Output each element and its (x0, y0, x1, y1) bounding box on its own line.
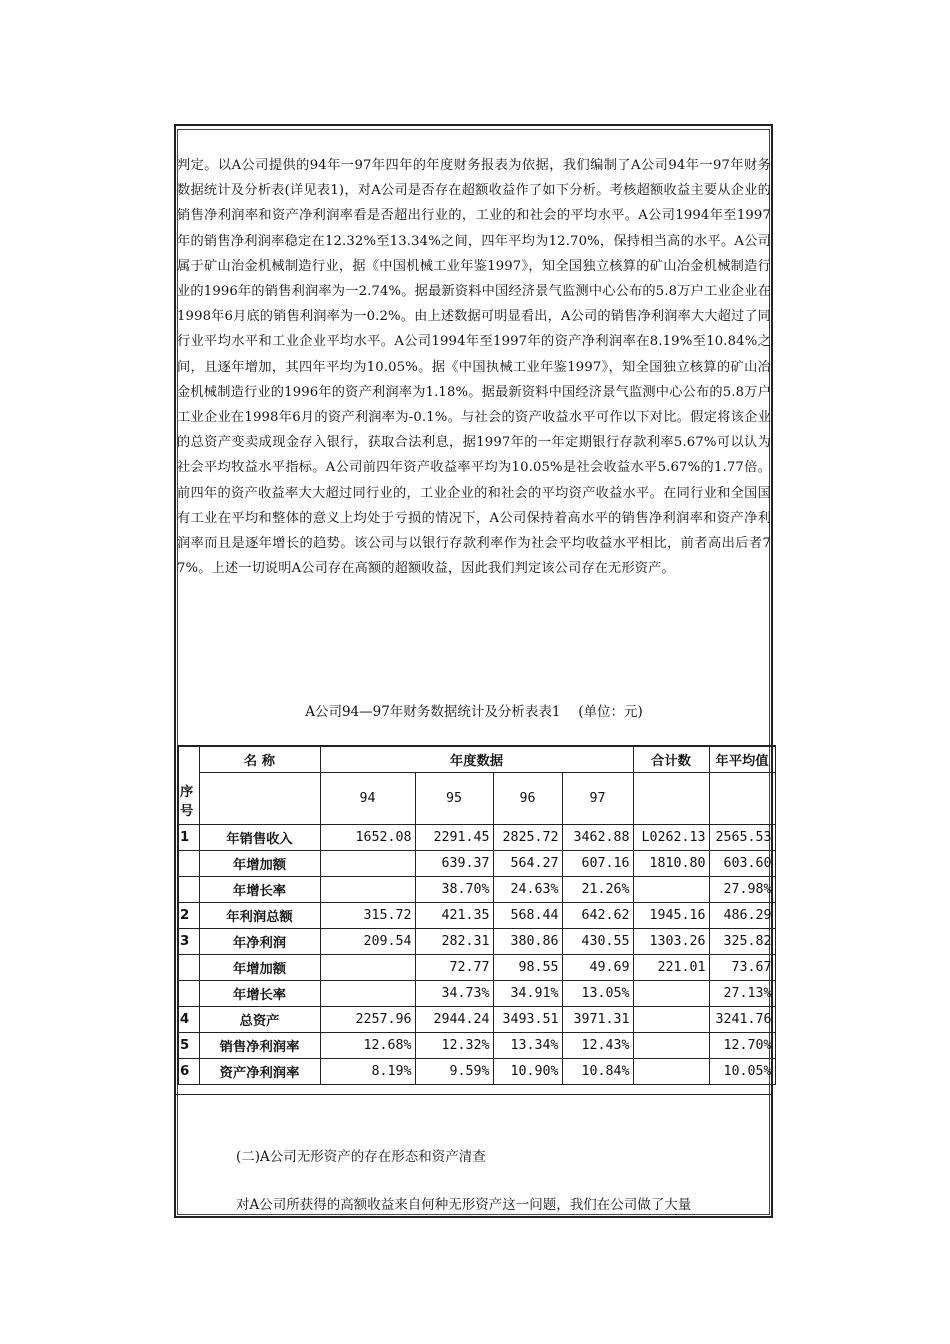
avg-header: 年平均值 (709, 746, 775, 772)
value-95: 2944.24 (415, 1006, 493, 1032)
value-96: 10.90% (493, 1058, 562, 1084)
value-avg: 27.13% (709, 980, 775, 1006)
row-name: 年增长率 (199, 876, 320, 902)
value-97: 13.05% (562, 980, 633, 1006)
value-95: 421.35 (415, 902, 493, 928)
total-subheader-empty (633, 772, 709, 824)
value-94 (320, 850, 415, 876)
value-total: 221.01 (633, 954, 709, 980)
value-96: 13.34% (493, 1032, 562, 1058)
table-header-row (178, 746, 775, 772)
row-seq (178, 980, 199, 1006)
table-row (178, 1006, 775, 1032)
value-94 (320, 876, 415, 902)
financial-table (177, 745, 776, 1085)
row-name: 年净利润 (199, 928, 320, 954)
row-seq (178, 850, 199, 876)
value-95: 12.32% (415, 1032, 493, 1058)
value-avg: 27.98% (709, 876, 775, 902)
body-last-line: 对A公司所获得的高额收益来自何种无形资产这一问题，我们在公司做了大量 (236, 1197, 692, 1213)
divider-line (176, 1094, 772, 1095)
row-seq (178, 876, 199, 902)
value-95: 38.70% (415, 876, 493, 902)
value-96: 34.91% (493, 980, 562, 1006)
avg-subheader-empty (709, 772, 775, 824)
value-95: 639.37 (415, 850, 493, 876)
row-name: 年利润总额 (199, 902, 320, 928)
value-97: 607.16 (562, 850, 633, 876)
value-97: 12.43% (562, 1032, 633, 1058)
total-header: 合计数 (633, 746, 709, 772)
value-avg: 12.70% (709, 1032, 775, 1058)
year-cell: 95 (415, 772, 493, 824)
value-96: 98.55 (493, 954, 562, 980)
row-name: 年增加额 (199, 954, 320, 980)
value-96: 380.86 (493, 928, 562, 954)
value-94: 2257.96 (320, 1006, 415, 1032)
value-94: 1652.08 (320, 824, 415, 850)
section-heading: (二)A公司无形资产的存在形态和资产清查 (236, 1149, 486, 1165)
value-total (633, 1032, 709, 1058)
value-97: 3462.88 (562, 824, 633, 850)
table-row (178, 850, 775, 876)
years-header: 年度数据 (320, 746, 633, 772)
table-row (178, 824, 775, 850)
row-seq (178, 954, 199, 980)
value-97: 21.26% (562, 876, 633, 902)
value-96: 2825.72 (493, 824, 562, 850)
value-avg: 325.82 (709, 928, 775, 954)
value-96: 24.63% (493, 876, 562, 902)
row-name: 年销售收入 (199, 824, 320, 850)
row-seq: 5 (178, 1032, 199, 1058)
value-total: 1945.16 (633, 902, 709, 928)
value-total (633, 876, 709, 902)
table-body (178, 824, 775, 1084)
value-94: 12.68% (320, 1032, 415, 1058)
value-95: 9.59% (415, 1058, 493, 1084)
year-cell: 94 (320, 772, 415, 824)
year-cell: 97 (562, 772, 633, 824)
row-seq: 1 (178, 824, 199, 850)
table-row (178, 980, 775, 1006)
name-subheader-empty (199, 772, 320, 824)
value-95: 34.73% (415, 980, 493, 1006)
value-97: 430.55 (562, 928, 633, 954)
value-95: 2291.45 (415, 824, 493, 850)
value-avg: 603.60 (709, 850, 775, 876)
value-97: 642.62 (562, 902, 633, 928)
row-name: 资产净利润率 (199, 1058, 320, 1084)
seq-header: 序号 (178, 746, 199, 824)
table-caption: A公司94—97年财务数据统计及分析表表1 (单位：元) (305, 704, 643, 720)
row-seq: 2 (178, 902, 199, 928)
value-97: 49.69 (562, 954, 633, 980)
value-94: 315.72 (320, 902, 415, 928)
value-95: 72.77 (415, 954, 493, 980)
value-total (633, 1006, 709, 1032)
year-cell: 96 (493, 772, 562, 824)
value-97: 3971.31 (562, 1006, 633, 1032)
value-avg: 2565.53 (709, 824, 775, 850)
value-total: 1303.26 (633, 928, 709, 954)
row-seq: 6 (178, 1058, 199, 1084)
table-row (178, 954, 775, 980)
value-94: 8.19% (320, 1058, 415, 1084)
value-total: L0262.13 (633, 824, 709, 850)
body-paragraph: 判定。以A公司提供的94年一97年四年的年度财务报表为依据，我们编制了A公司94年一97年财务数据统计及分析表(详见表1)，对A公司是否存在超额收益作了如下分析。考核超额收益主要从企业的销售净利润率和资产净利润率看是否超出行业的，工业的和社会的平均水平。A公司1994年至1997年的销售净利润率稳定在12.32%至13.34%之间，四年平均为12.70%，保持相当高的水平。A公司属于矿山治金机械制造行业，据《中国机械工业年鉴1997》，知全国独立核算的矿山冶金机械制造行业的1996年的销售利润率为一2.74%。据最新资料中国经济景气监测中心公布的5.8万户工业企业在1998年6月底的销售利润率为一0.2%。由上述数据可明显看出，A公司的销售净利润率大大超过了同行业平均水平和工业企业平均水平。A公司1994年至1997年的资产净利润率在8.19%至10.84%之间，且逐年增加，其四年平均为10.05%。据《中国执械工业年鉴1997》，知全国独立核算的矿山冶金机械制造行业的1996年的资产利润率为1.18%。据最新资料中国经济景气监测中心公布的5.8万户工业企业在1998年6月的资产利润率为-0.1%。与社会的资产收益水平可作以下对比。假定将该企业的总资产变卖成现金存入银行，获取合法利息，据1997年的一年定期银行存款利率5.67%可以认为社会平均牧益水平指标。A公司前四年资产收益率平均为10.05%是社会收益水平5.67%的1.77倍。前四年的资产收益率大大超过同行业的，工业企业的和社会的平均资产收益水平。在同行业和全国国有工业在平均和整体的意义上均处于亏损的情况下，A公司保持着高水平的销售净利润率和资产净利润率而且是逐年增长的趋势。该公司与以银行存款利率作为社会平均收益水平相比，前者高出后者77%。上述一切说明A公司存在高额的超额收益，因此我们判定该公司存在无形资产。 (177, 158, 771, 577)
row-name: 年增加额 (199, 850, 320, 876)
row-seq: 3 (178, 928, 199, 954)
value-95: 282.31 (415, 928, 493, 954)
value-97: 10.84% (562, 1058, 633, 1084)
row-name: 总资产 (199, 1006, 320, 1032)
value-94 (320, 954, 415, 980)
table-row (178, 928, 775, 954)
value-96: 568.44 (493, 902, 562, 928)
row-name: 销售净利润率 (199, 1032, 320, 1058)
value-avg: 3241.76 (709, 1006, 775, 1032)
value-total (633, 1058, 709, 1084)
value-avg: 73.67 (709, 954, 775, 980)
value-96: 3493.51 (493, 1006, 562, 1032)
table-row (178, 1032, 775, 1058)
table-row (178, 876, 775, 902)
value-avg: 10.05% (709, 1058, 775, 1084)
value-94 (320, 980, 415, 1006)
value-total: 1810.80 (633, 850, 709, 876)
row-name: 年增长率 (199, 980, 320, 1006)
name-header: 名 称 (199, 746, 320, 772)
table-row (178, 902, 775, 928)
row-seq: 4 (178, 1006, 199, 1032)
value-total (633, 980, 709, 1006)
value-94: 209.54 (320, 928, 415, 954)
value-avg: 486.29 (709, 902, 775, 928)
table-row (178, 1058, 775, 1084)
value-96: 564.27 (493, 850, 562, 876)
